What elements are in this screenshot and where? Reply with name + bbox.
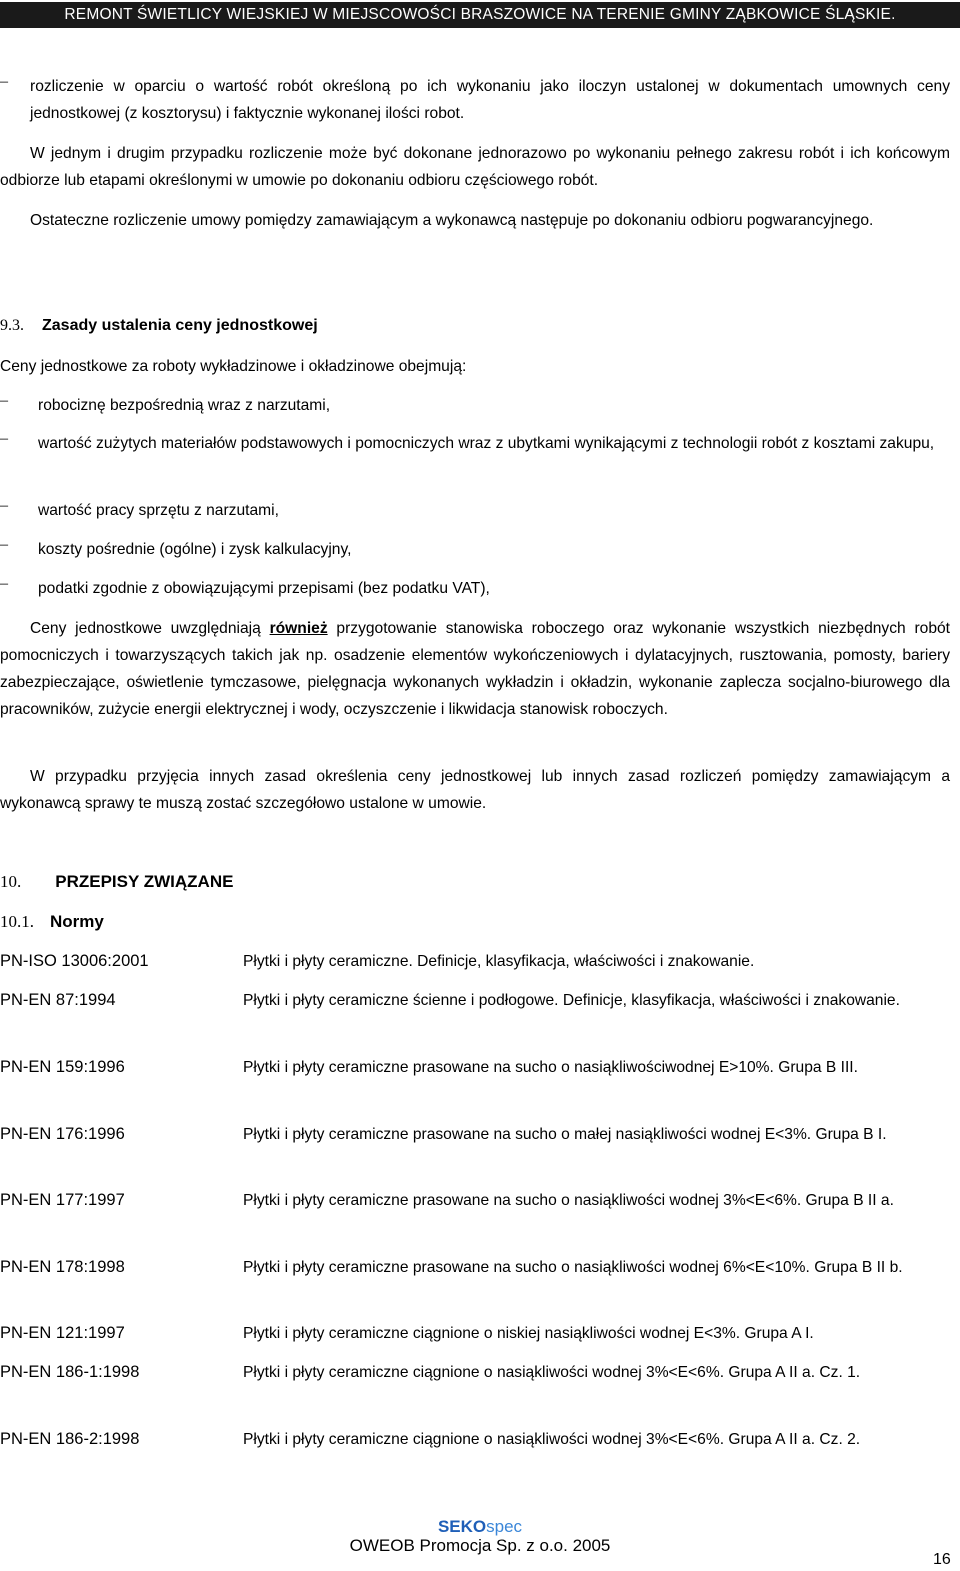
emphasis-text: również (269, 620, 328, 637)
dash-bullet: – (0, 73, 8, 90)
subsection-heading-10-1 (0, 908, 950, 935)
section-number: 9.3. (0, 317, 24, 334)
norm-code: PN-EN 178:1998 (0, 1258, 125, 1276)
norm-code: PN-EN 159:1996 (0, 1058, 125, 1076)
section-title: PRZEPISY ZWIĄZANE (55, 872, 234, 891)
norm-description: Płytki i płyty ceramiczne prasowane na sucho o nasiąkliwości wodnej 6%<E<10%. Grupa B II b. (243, 1259, 903, 1276)
paragraph-text: przygotowanie stanowiska roboczego oraz wykonanie wszystkich niezbędnych robót pomocniczych i towarzyszących takich jak np. osadzenie elementów wykończeniowych i dylatacyjnych, rusztowania, pomosty, bariery zabezpieczające, oświetlenie tymczasowe, pielęgnacja wykonanych wykładzin i okładzin, wykonanie zaplecza socjalno-biurowego dla pracowników, zużycie energii elektrycznej i wody, oczyszczenie i likwidacja stanowisk roboczych. (0, 620, 950, 718)
dash-bullet: – (0, 430, 8, 447)
norm-description: Płytki i płyty ceramiczne ścienne i podłogowe. Definicje, klasyfikacja, właściwości i znakowanie. (243, 992, 900, 1009)
dash-bullet: – (0, 575, 8, 592)
norm-code: PN-EN 177:1997 (0, 1191, 125, 1209)
section-title: Zasady ustalenia ceny jednostkowej (42, 317, 318, 334)
norm-code: PN-EN 87:1994 (0, 991, 116, 1009)
paragraph: W jednym i drugim przypadku rozliczenie może być dokonane jednorazowo po wykonaniu pełnego zakresu robót i ich końcowym odbiorze lub etapami określonymi w umowie po dokonaniu odbioru częściowego robót. (0, 145, 950, 189)
norm-description: Płytki i płyty ceramiczne prasowane na sucho o nasiąkliwościwodnej E>10%. Grupa B III. (243, 1059, 858, 1076)
section-heading-9-3 (0, 312, 950, 339)
list-item-text: wartość pracy sprzętu z narzutami, (38, 502, 279, 519)
footer-company: OWEOB Promocja Sp. z o.o. 2005 (349, 1536, 611, 1555)
document-header: REMONT ŚWIETLICY WIEJSKIEJ W MIEJSCOWOŚCI BRASZOWICE NA TERENIE GMINY ZĄBKOWICE ŚLĄSKIE. (0, 2, 960, 28)
norm-description: Płytki i płyty ceramiczne ciągnione o nasiąkliwości wodnej 3%<E<6%. Grupa A II a. Cz. 1. (243, 1364, 861, 1381)
subsection-number: 10.1. (0, 912, 34, 931)
subsection-title: Normy (50, 912, 104, 931)
norm-code: PN-EN 176:1996 (0, 1125, 125, 1143)
paragraph-text: Ceny jednostkowe uwzględniają (30, 620, 270, 637)
paragraph (0, 615, 950, 723)
logo-part: SEKO (437, 1517, 487, 1536)
list-item-text: wartość zużytych materiałów podstawowych i pomocniczych wraz z ubytkami wynikającymi z technologii robót z kosztami zakupu, (38, 435, 935, 452)
norm-description: Płytki i płyty ceramiczne ciągnione o nasiąkliwości wodnej 3%<E<6%. Grupa A II a. Cz. 2. (243, 1431, 861, 1448)
dash-bullet: – (0, 497, 8, 514)
logo-part: spec (486, 1517, 523, 1536)
dash-bullet: – (0, 536, 8, 553)
norm-code: PN-EN 121:1997 (0, 1324, 125, 1342)
dash-bullet: – (0, 392, 8, 409)
norm-description: Płytki i płyty ceramiczne ciągnione o niskiej nasiąkliwości wodnej E<3%. Grupa A I. (243, 1325, 814, 1342)
norm-code: PN-ISO 13006:2001 (0, 952, 149, 970)
page-number: 16 (933, 1551, 951, 1568)
norm-description: Płytki i płyty ceramiczne. Definicje, klasyfikacja, właściwości i znakowanie. (243, 953, 755, 970)
paragraph: Ceny jednostkowe za roboty wykładzinowe i okładzinowe obejmują: (0, 358, 467, 375)
paragraph: W przypadku przyjęcia innych zasad określenia ceny jednostkowej lub innych zasad rozliczeń pomiędzy zamawiającym a wykonawcą sprawy te muszą zostać szczegółowo ustalone w umowie. (0, 768, 950, 812)
paragraph: Ostateczne rozliczenie umowy pomiędzy zamawiającym a wykonawcą następuje po dokonaniu odbioru pogwarancyjnego. (30, 212, 874, 229)
list-item-text: rozliczenie w oparciu o wartość robót określoną po ich wykonaniu jako iloczyn ustalonej w dokumentach umownych ceny jednostkowej (z kosztorysu) i faktycznie wykonanej ilości robot. (30, 78, 950, 122)
footer-logo (0, 1517, 960, 1537)
norm-description: Płytki i płyty ceramiczne prasowane na sucho o małej nasiąkliwości wodnej E<3%. Grupa B I. (243, 1126, 887, 1143)
norm-description: Płytki i płyty ceramiczne prasowane na sucho o nasiąkliwości wodnej 3%<E<6%. Grupa B II a. (243, 1192, 894, 1209)
list-item-text: robociznę bezpośrednią wraz z narzutami, (38, 397, 331, 414)
list-item-text: podatki zgodnie z obowiązującymi przepisami (bez podatku VAT), (38, 580, 490, 597)
section-number: 10. (0, 872, 22, 891)
list-item-text: koszty pośrednie (ogólne) i zysk kalkulacyjny, (38, 541, 352, 558)
norm-code: PN-EN 186-1:1998 (0, 1363, 140, 1381)
norm-code: PN-EN 186-2:1998 (0, 1430, 140, 1448)
section-heading-10 (0, 868, 950, 895)
